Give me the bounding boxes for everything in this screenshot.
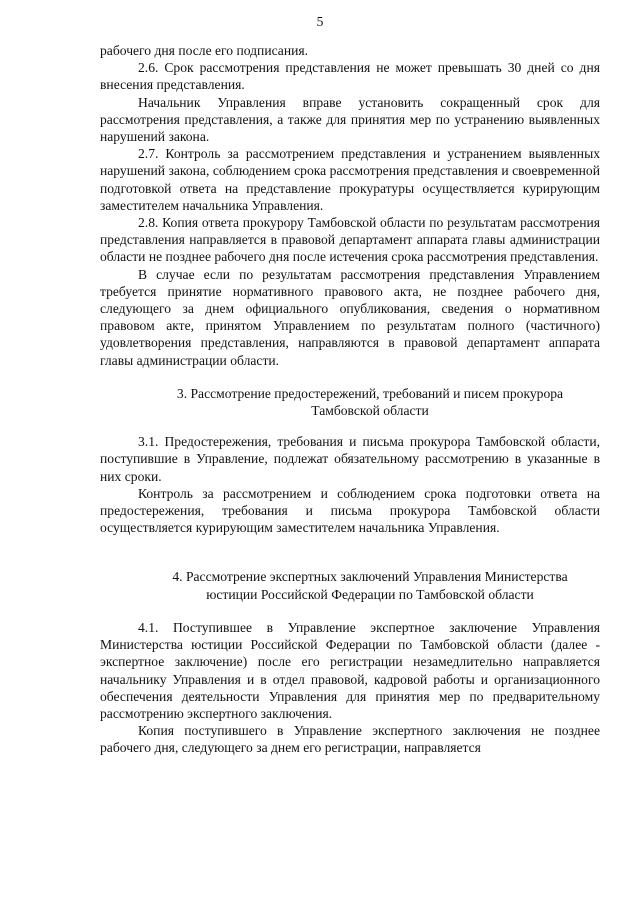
section-3-heading: 3. Рассмотрение предостережений, требований и писем прокурора Тамбовской области — [176, 385, 564, 419]
paragraph-2-7: 2.7. Контроль за рассмотрением представления и устранением выявленных нарушений закона, соблюдением срока рассмотрения представления и своевременной подготовкой ответа на представление прокуратуры осуществляется курирующим заместителем начальника Управления. — [100, 146, 600, 213]
paragraph-2-6: 2.6. Срок рассмотрения представления не может превышать 30 дней со дня внесения представления. — [100, 60, 600, 93]
page-number: 5 — [316, 14, 324, 29]
paragraph-continuation: рабочего дня после его подписания. — [100, 43, 309, 58]
paragraph-2-8: 2.8. Копия ответа прокурору Тамбовской области по результатам рассмотрения представления направляется в правовой департамент аппарата главы администрации области не позднее рабочего дня после истечения срока рассмотрения представления. — [100, 215, 600, 265]
paragraph-4-1: 4.1. Поступившее в Управление экспертное заключение Управления Министерства юстиции Российской Федерации по Тамбовской области (далее - экспертное заключение) после его регистрации незамедлительно направляется начальнику Управления и в отдел правовой, кадровой работы и организационного обеспечения деятельности Управления для принятия мер по предварительному рассмотрению экспертного заключения. — [100, 619, 600, 721]
paragraph-reduced-term: Начальник Управления вправе установить сокращенный срок для рассмотрения представления, а также для принятия мер по устранению выявленных нарушений закона. — [100, 94, 600, 145]
paragraph-3-control: Контроль за рассмотрением и соблюдением срока подготовки ответа на предостережения, требования и письма прокурора Тамбовской области осуществляется курирующим заместителем начальника Управления. — [100, 485, 600, 536]
document-body — [100, 42, 600, 757]
section-4-heading: 4. Рассмотрение экспертных заключений Управления Министерства юстиции Российской Федерации по Тамбовской области — [172, 569, 568, 602]
paragraph-normative-act: В случае если по результатам рассмотрения представления Управлением требуется принятие нормативного правового акта, не позднее рабочего дня, следующего за днем официального опубликования, сведения о нормативном правовом акте, принятом Управлением по результатам полного (частичного) удовлетворения представления, направляются в правовой департамент аппарата главы администрации области. — [100, 266, 600, 368]
paragraph-4-copy: Копия поступившего в Управление экспертного заключения не позднее рабочего дня, следующего за днем его регистрации, направляется — [100, 723, 600, 756]
paragraph-3-1: 3.1. Предостережения, требования и письма прокурора Тамбовской области, поступившие в Управление, подлежат обязательному рассмотрению в указанные в них сроки. — [100, 434, 600, 484]
